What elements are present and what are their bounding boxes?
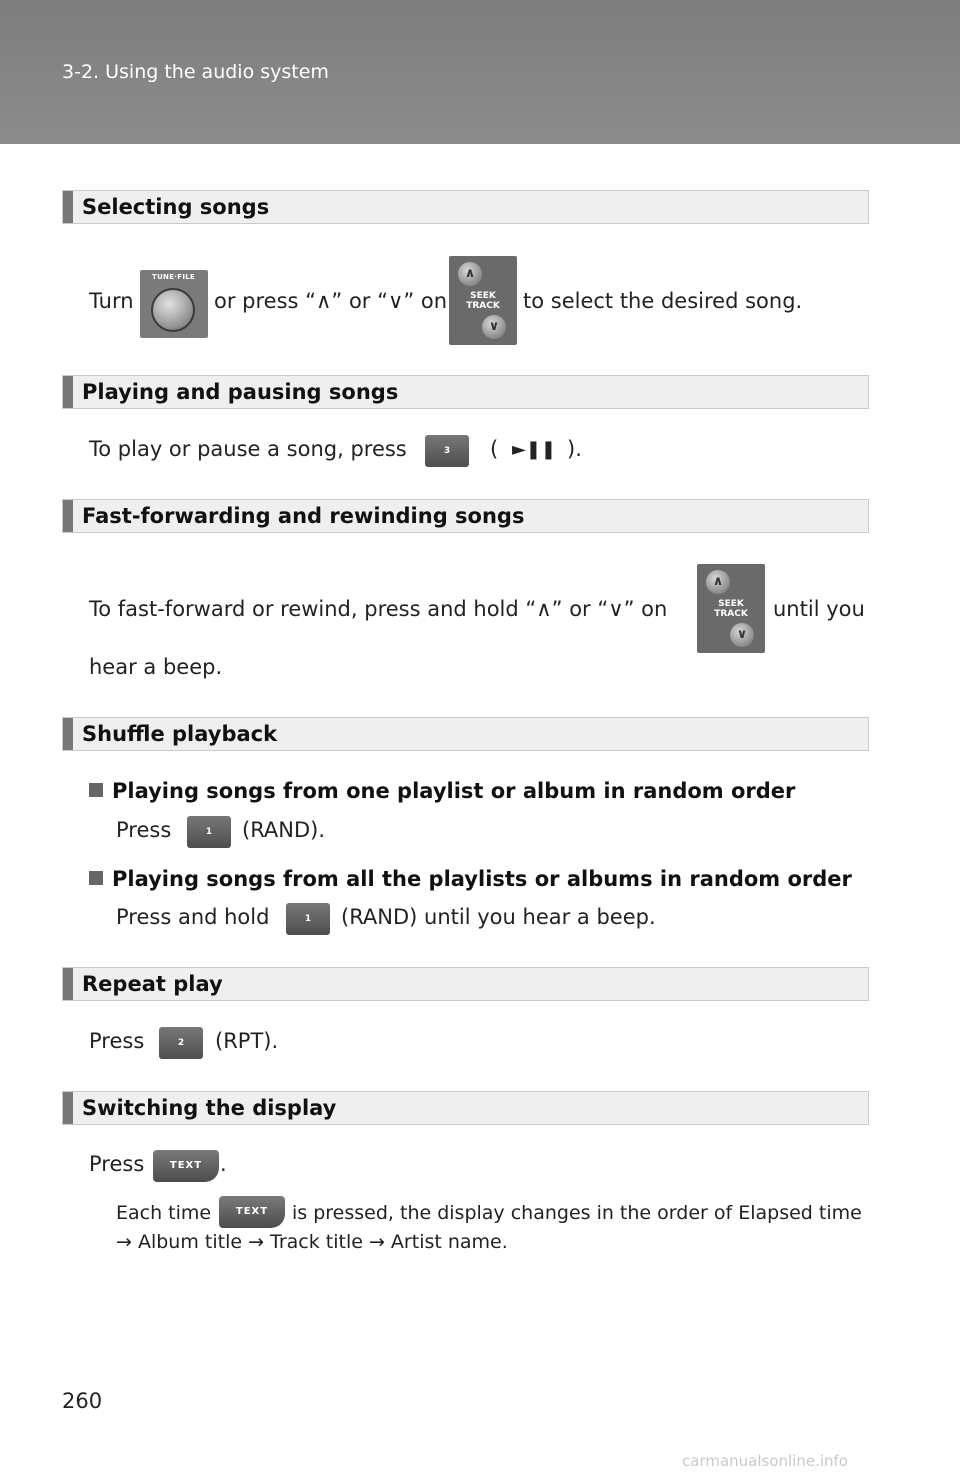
knob-label: TUNE·FILE — [152, 273, 196, 281]
knob-dial — [151, 288, 195, 332]
seek-label: SEEK TRACK — [466, 291, 500, 311]
button-3-icon: 3 — [425, 435, 469, 467]
square-bullet-icon — [89, 871, 103, 885]
text: Press — [89, 1029, 145, 1053]
note-text: → Album title → Track title → Artist name. — [116, 1231, 508, 1253]
button-1-icon: 1 — [286, 903, 330, 935]
text: Turn — [89, 289, 134, 313]
subheading: Playing songs from all the playlists or albums in random order — [89, 867, 852, 891]
section-title: Fast-forwarding and rewinding songs — [82, 504, 525, 528]
note-text: is pressed, the display changes in the order of Elapsed time — [292, 1202, 862, 1224]
chevron-up-icon: ∧ — [458, 262, 482, 286]
chevron-down-icon: ∨ — [482, 315, 506, 339]
text: (RAND). — [242, 818, 326, 842]
text: to select the desired song. — [523, 289, 803, 313]
section-heading-playing — [62, 375, 869, 409]
breadcrumb: 3-2. Using the audio system — [62, 61, 329, 83]
section-title: Selecting songs — [82, 195, 270, 219]
section-title: Switching the display — [82, 1096, 337, 1120]
text: (RPT). — [215, 1029, 279, 1053]
text: To play or pause a song, press — [89, 437, 407, 461]
section-title: Playing and pausing songs — [82, 380, 399, 404]
button-2-icon: 2 — [159, 1027, 203, 1059]
page-number: 260 — [62, 1389, 103, 1413]
text-button-icon: TEXT — [219, 1196, 285, 1228]
text: Press and hold — [116, 905, 270, 929]
text-button-icon: TEXT — [153, 1150, 219, 1182]
chevron-up-icon: ∧ — [706, 570, 730, 594]
text: or press “∧” or “∨” on — [214, 289, 448, 313]
seek-track-button-icon — [697, 564, 765, 653]
text: . — [220, 1152, 227, 1176]
text: ( — [490, 437, 499, 461]
seek-label: SEEK TRACK — [714, 599, 748, 619]
text: Press — [89, 1152, 145, 1176]
text: To fast-forward or rewind, press and hold “∧” or “∨” on — [89, 597, 668, 621]
section-heading-repeat — [62, 967, 869, 1001]
note-text: Each time — [116, 1202, 212, 1224]
section-heading-shuffle — [62, 717, 869, 751]
page-header — [0, 0, 960, 144]
section-heading-selecting — [62, 190, 869, 224]
subheading: Playing songs from one playlist or album in random order — [89, 779, 795, 803]
text: (RAND) until you hear a beep. — [341, 905, 656, 929]
text: Press — [116, 818, 172, 842]
seek-track-button-icon — [449, 256, 517, 345]
tune-file-knob-icon — [140, 270, 208, 338]
chevron-down-icon: ∨ — [730, 623, 754, 647]
square-bullet-icon — [89, 783, 103, 797]
play-pause-icon: ►❚❚ — [512, 439, 557, 460]
text: hear a beep. — [89, 655, 223, 679]
watermark: carmanualsonline.info — [682, 1452, 848, 1470]
section-title: Shuffle playback — [82, 722, 278, 746]
section-heading-display — [62, 1091, 869, 1125]
section-heading-fastforward — [62, 499, 869, 533]
section-title: Repeat play — [82, 972, 223, 996]
text: ). — [567, 437, 582, 461]
text: until you — [773, 597, 865, 621]
button-1-icon: 1 — [187, 816, 231, 848]
